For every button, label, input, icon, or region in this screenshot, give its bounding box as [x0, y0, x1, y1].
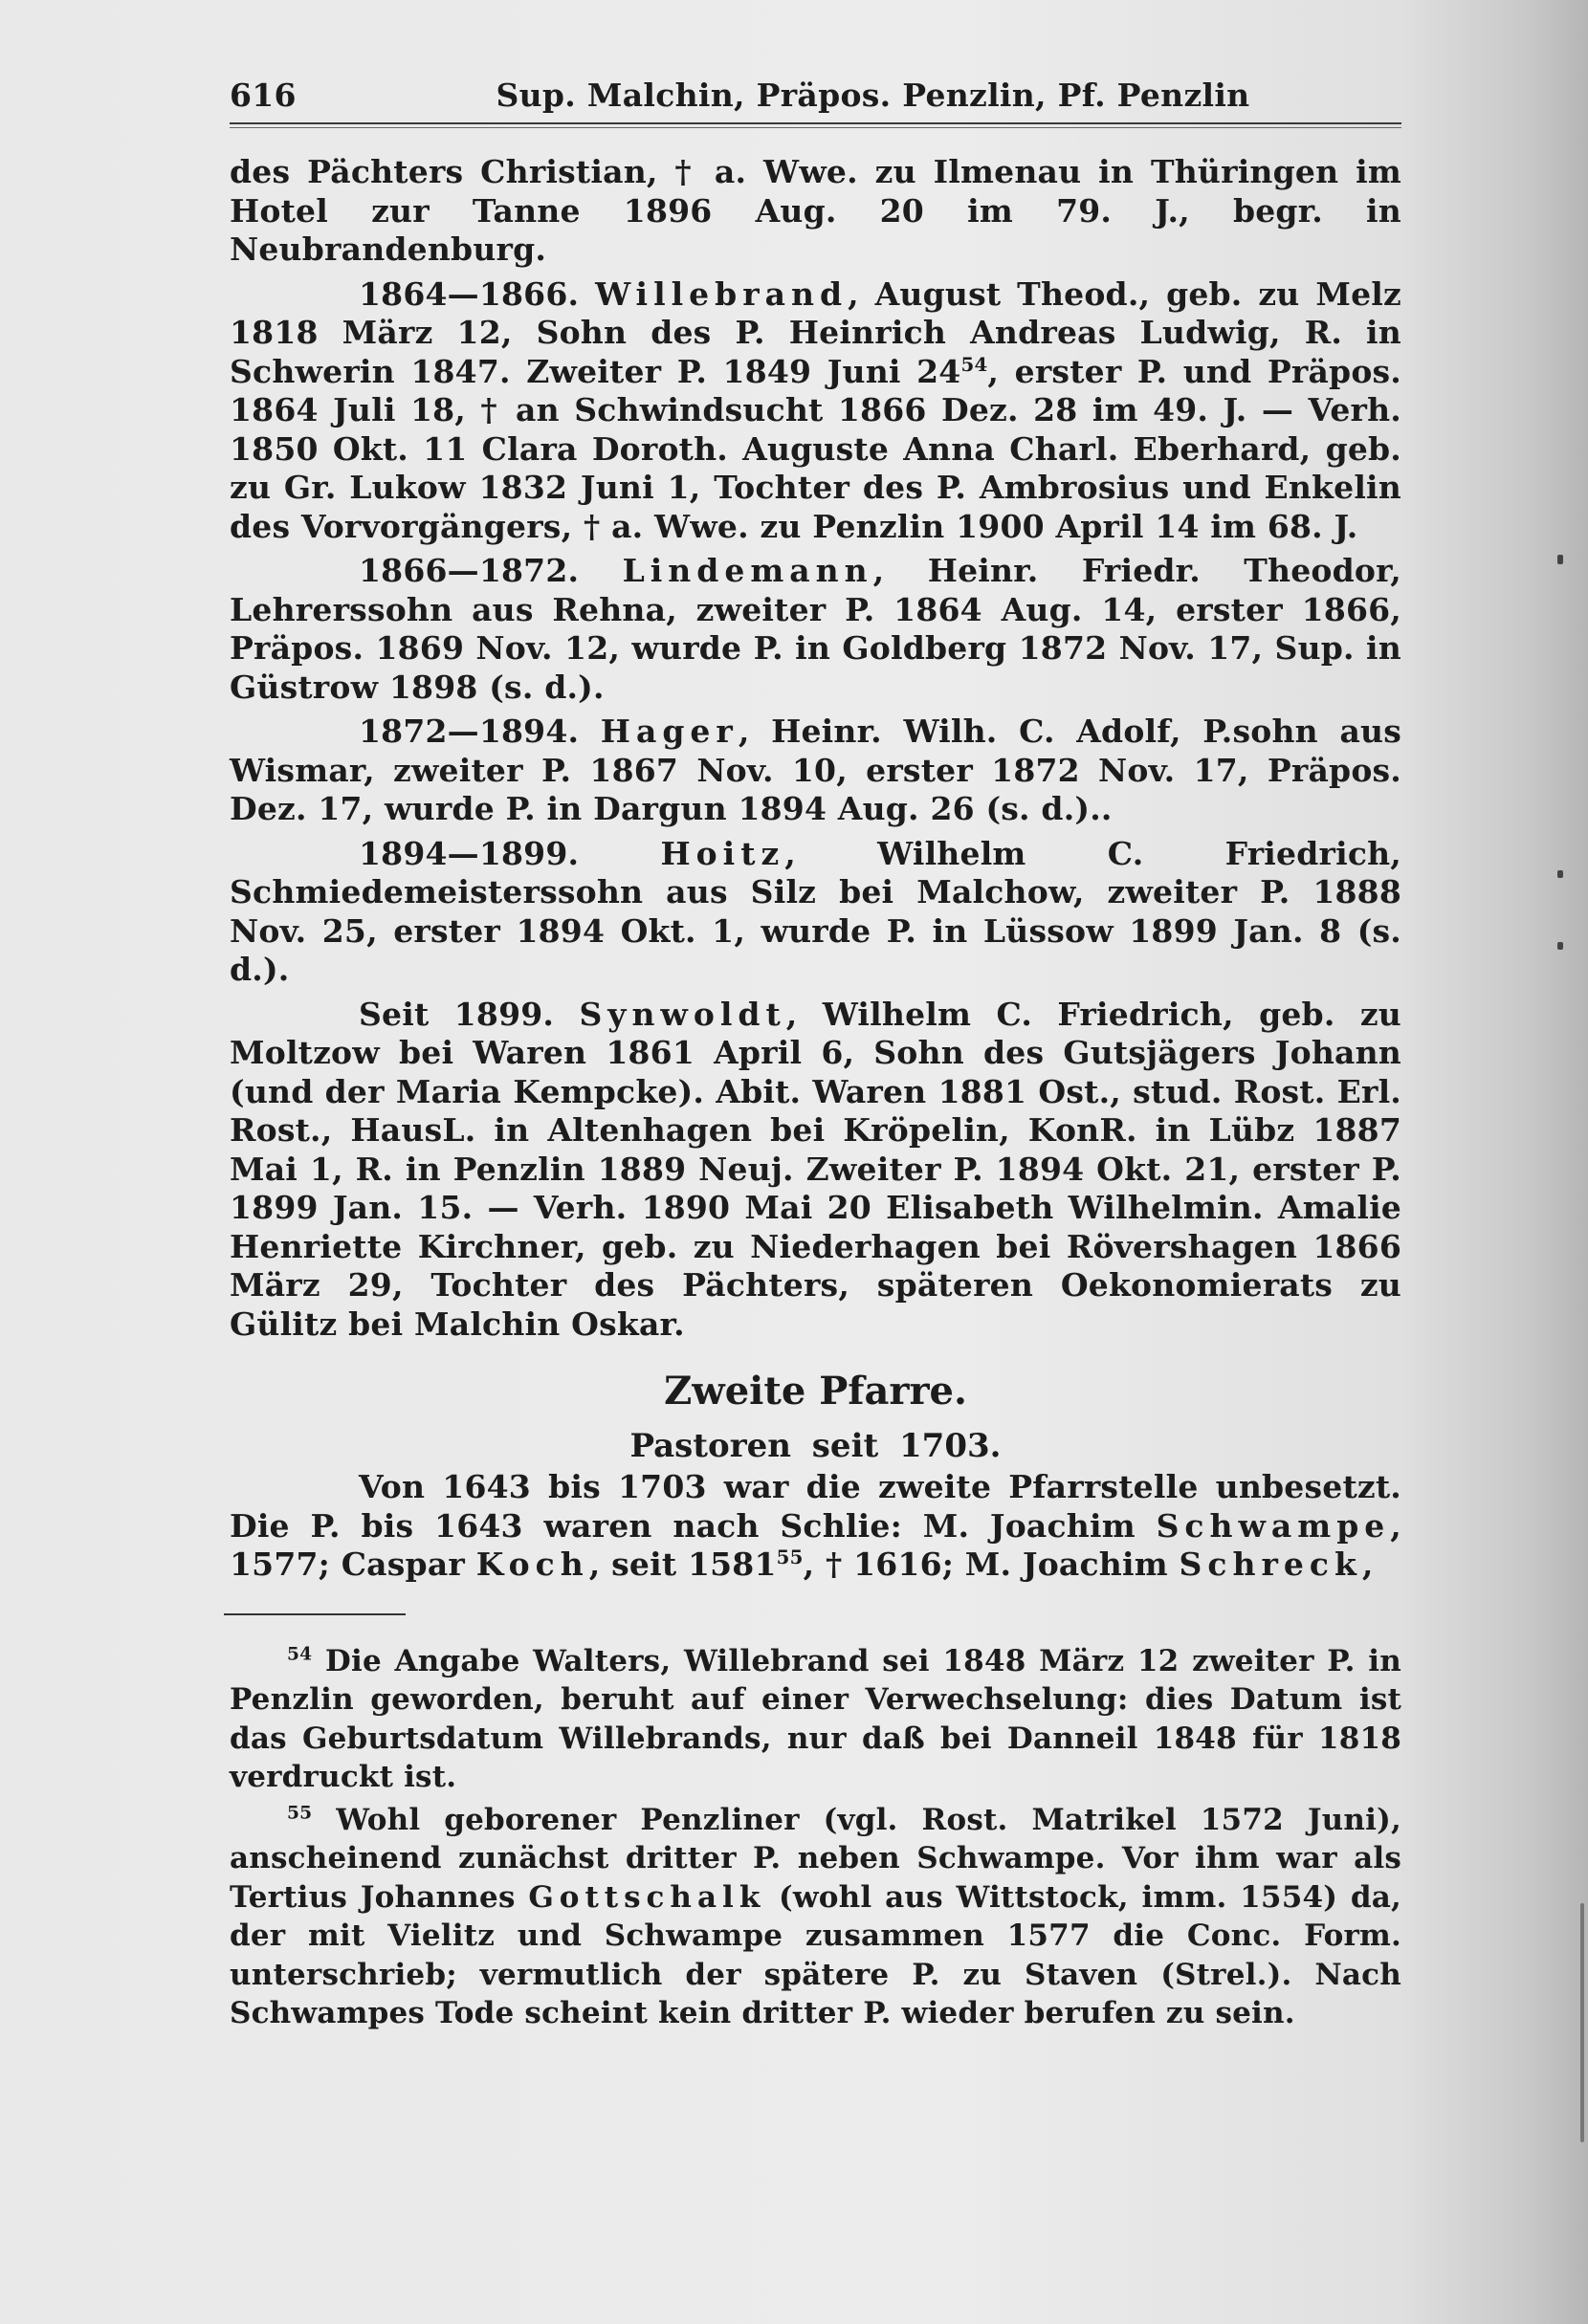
footnote-text-cont: (wohl aus Wittstock, imm. 1554) da, der mit Vielitz und Schwampe zusammen 1577 die Conc. Form. unterschrieb; vermutlich der spätere P. zu Staven (Strel.). Nach Schwampes Tode scheint kein dritter P. wieder berufen zu sein.	[230, 1879, 1401, 2030]
page-edge-mark	[1557, 555, 1563, 564]
page-edge-mark	[1557, 870, 1563, 878]
book-page	[230, 75, 1401, 2033]
header-rule	[230, 122, 1401, 128]
running-title: Sup. Malchin, Präpos. Penzlin, Pf. Penzlin	[496, 77, 1250, 114]
pastor-entry-hoitz	[230, 835, 1401, 990]
running-head	[230, 75, 1401, 117]
continued-paragraph: des Pächters Christian, † a. Wwe. zu Ilmenau in Thüringen im Hotel zur Tanne 1896 Aug. 20 im 79. J., begr. in Neubrandenburg.	[230, 153, 1401, 268]
body-text	[230, 153, 1401, 1585]
intro-text: Von 1643 bis 1703 war die zweite Pfarrstelle unbesetzt. Die P. bis 1643 waren nach Schlie: M. Joachim	[230, 1468, 1401, 1545]
pastor-name: Koch	[475, 1546, 589, 1583]
page-number: 616	[230, 77, 297, 114]
entry-text: , Wilhelm C. Friedrich, geb. zu Moltzow bei Waren 1861 April 6, Sohn des Gutsjägers Johann (und der Maria Kempcke). Abit. Waren 1881 Ost., stud. Rost. Erl. Rost., HausL. in Altenhagen bei Kröpelin, KonR. in Lübz 1887 Mai 1, R. in Penzlin 1889 Neuj. Zweiter P. 1894 Okt. 21, erster P. 1899 Jan. 15. — Verh. 1890 Mai 20 Elisabeth Wilhelmin. Amalie Henriette Kirchner, geb. zu Niederhagen bei Rövershagen 1866 März 29, Tochter des Pächters, späteren Oekonomierats zu Gülitz bei Malchin Oskar.	[230, 995, 1401, 1343]
footnote-55	[230, 1801, 1401, 2033]
entry-name: Synwoldt	[579, 995, 786, 1033]
entry-text: , Heinr. Wilh. C. Adolf, P.sohn aus Wismar, zweiter P. 1867 Nov. 10, erster 1872 Nov. 17, Präpos. Dez. 17, wurde P. in Dargun 1894 Aug. 26 (s. d.)..	[230, 713, 1401, 827]
entry-text-cont: , erster P. und Präpos. 1864 Juli 18, † an Schwindsucht 1866 Dez. 28 im 49. J. — Verh. 1850 Okt. 11 Clara Doroth. Auguste Anna Charl. Eberhard, geb. zu Gr. Lukow 1832 Juni 1, Tochter des P. Ambrosius und Enkelin des Vorvorgängers, † a. Wwe. zu Penzlin 1900 April 14 im 68. J.	[230, 352, 1401, 545]
entry-text: , August Theod., geb. zu Melz 1818 März 12, Sohn des P. Heinrich Andreas Ludwig, R. in Schwerin 1847. Zweiter P. 1849 Juni 24	[230, 274, 1401, 390]
footnote-text: Die Angabe Walters, Willebrand sei 1848 März 12 zweiter P. in Penzlin geworden, beruht auf einer Verwechselung: dies Datum ist das Geburtsdatum Willebrands, nur daß bei Danneil 1848 für 1818 verdruckt ist.	[230, 1643, 1401, 1794]
entry-name: Willebrand	[595, 274, 849, 313]
intro-text: , † 1616; M. Joachim	[803, 1546, 1180, 1583]
footnote-ref-54[interactable]: 54	[960, 352, 988, 376]
footnote-text: Wohl geborener Penzliner (vgl. Rost. Matrikel 1572 Juni), anscheinend zunächst dritter P. neben Schwampe. Vor ihm war als Tertius Johannes	[230, 1802, 1401, 1915]
pastor-name: Gottschalk	[528, 1879, 766, 1915]
pastor-entry-synwoldt	[230, 996, 1401, 1345]
section-intro	[230, 1468, 1401, 1585]
entry-period: 1894—1899.	[359, 834, 580, 872]
intro-text: , seit 1581	[588, 1546, 777, 1583]
entry-period: 1872—1894.	[359, 713, 580, 750]
intro-text: ,	[1361, 1546, 1374, 1583]
footnote-number: 54	[287, 1644, 313, 1665]
pastor-entry-lindemann	[230, 552, 1401, 707]
pastor-entry-hager	[230, 713, 1401, 829]
entry-text: , Heinr. Friedr. Theodor, Lehrerssohn aus Rehna, zweiter P. 1864 Aug. 14, erster 1866, Präpos. 1869 Nov. 12, wurde P. in Goldberg 1872 Nov. 17, Sup. in Güstrow 1898 (s. d.).	[230, 552, 1401, 706]
intro-text: , 1577; Caspar	[230, 1506, 1401, 1583]
entry-text: , Wilhelm C. Friedrich, Schmiedemeisterssohn aus Silz bei Malchow, zweiter P. 1888 Nov. 25, erster 1894 Okt. 1, wurde P. in Lüssow 1899 Jan. 8 (s. d.).	[230, 834, 1401, 988]
footnote-ref-55[interactable]: 55	[776, 1546, 804, 1568]
entry-name: Lindemann	[622, 552, 873, 589]
pastor-entry-willebrand	[230, 275, 1401, 547]
entry-period: 1866—1872.	[359, 552, 580, 589]
footnote-54	[230, 1642, 1401, 1797]
footnotes	[230, 1642, 1401, 2033]
entry-period: Seit 1899.	[359, 995, 555, 1033]
section-heading: Zweite Pfarre.	[664, 1369, 967, 1414]
footnote-rule	[224, 1613, 406, 1615]
footnote-number: 55	[287, 1803, 313, 1824]
pastor-name: Schreck	[1179, 1546, 1362, 1583]
pastor-name: Schwampe	[1156, 1506, 1391, 1545]
entry-period: 1864—1866.	[359, 274, 580, 313]
entry-name: Hager	[600, 713, 739, 750]
page-edge-mark	[1580, 1903, 1584, 2142]
entry-name: Hoitz	[660, 834, 785, 872]
section-subheading: Pastoren seit 1703.	[629, 1427, 1002, 1465]
page-edge-mark	[1557, 942, 1563, 950]
